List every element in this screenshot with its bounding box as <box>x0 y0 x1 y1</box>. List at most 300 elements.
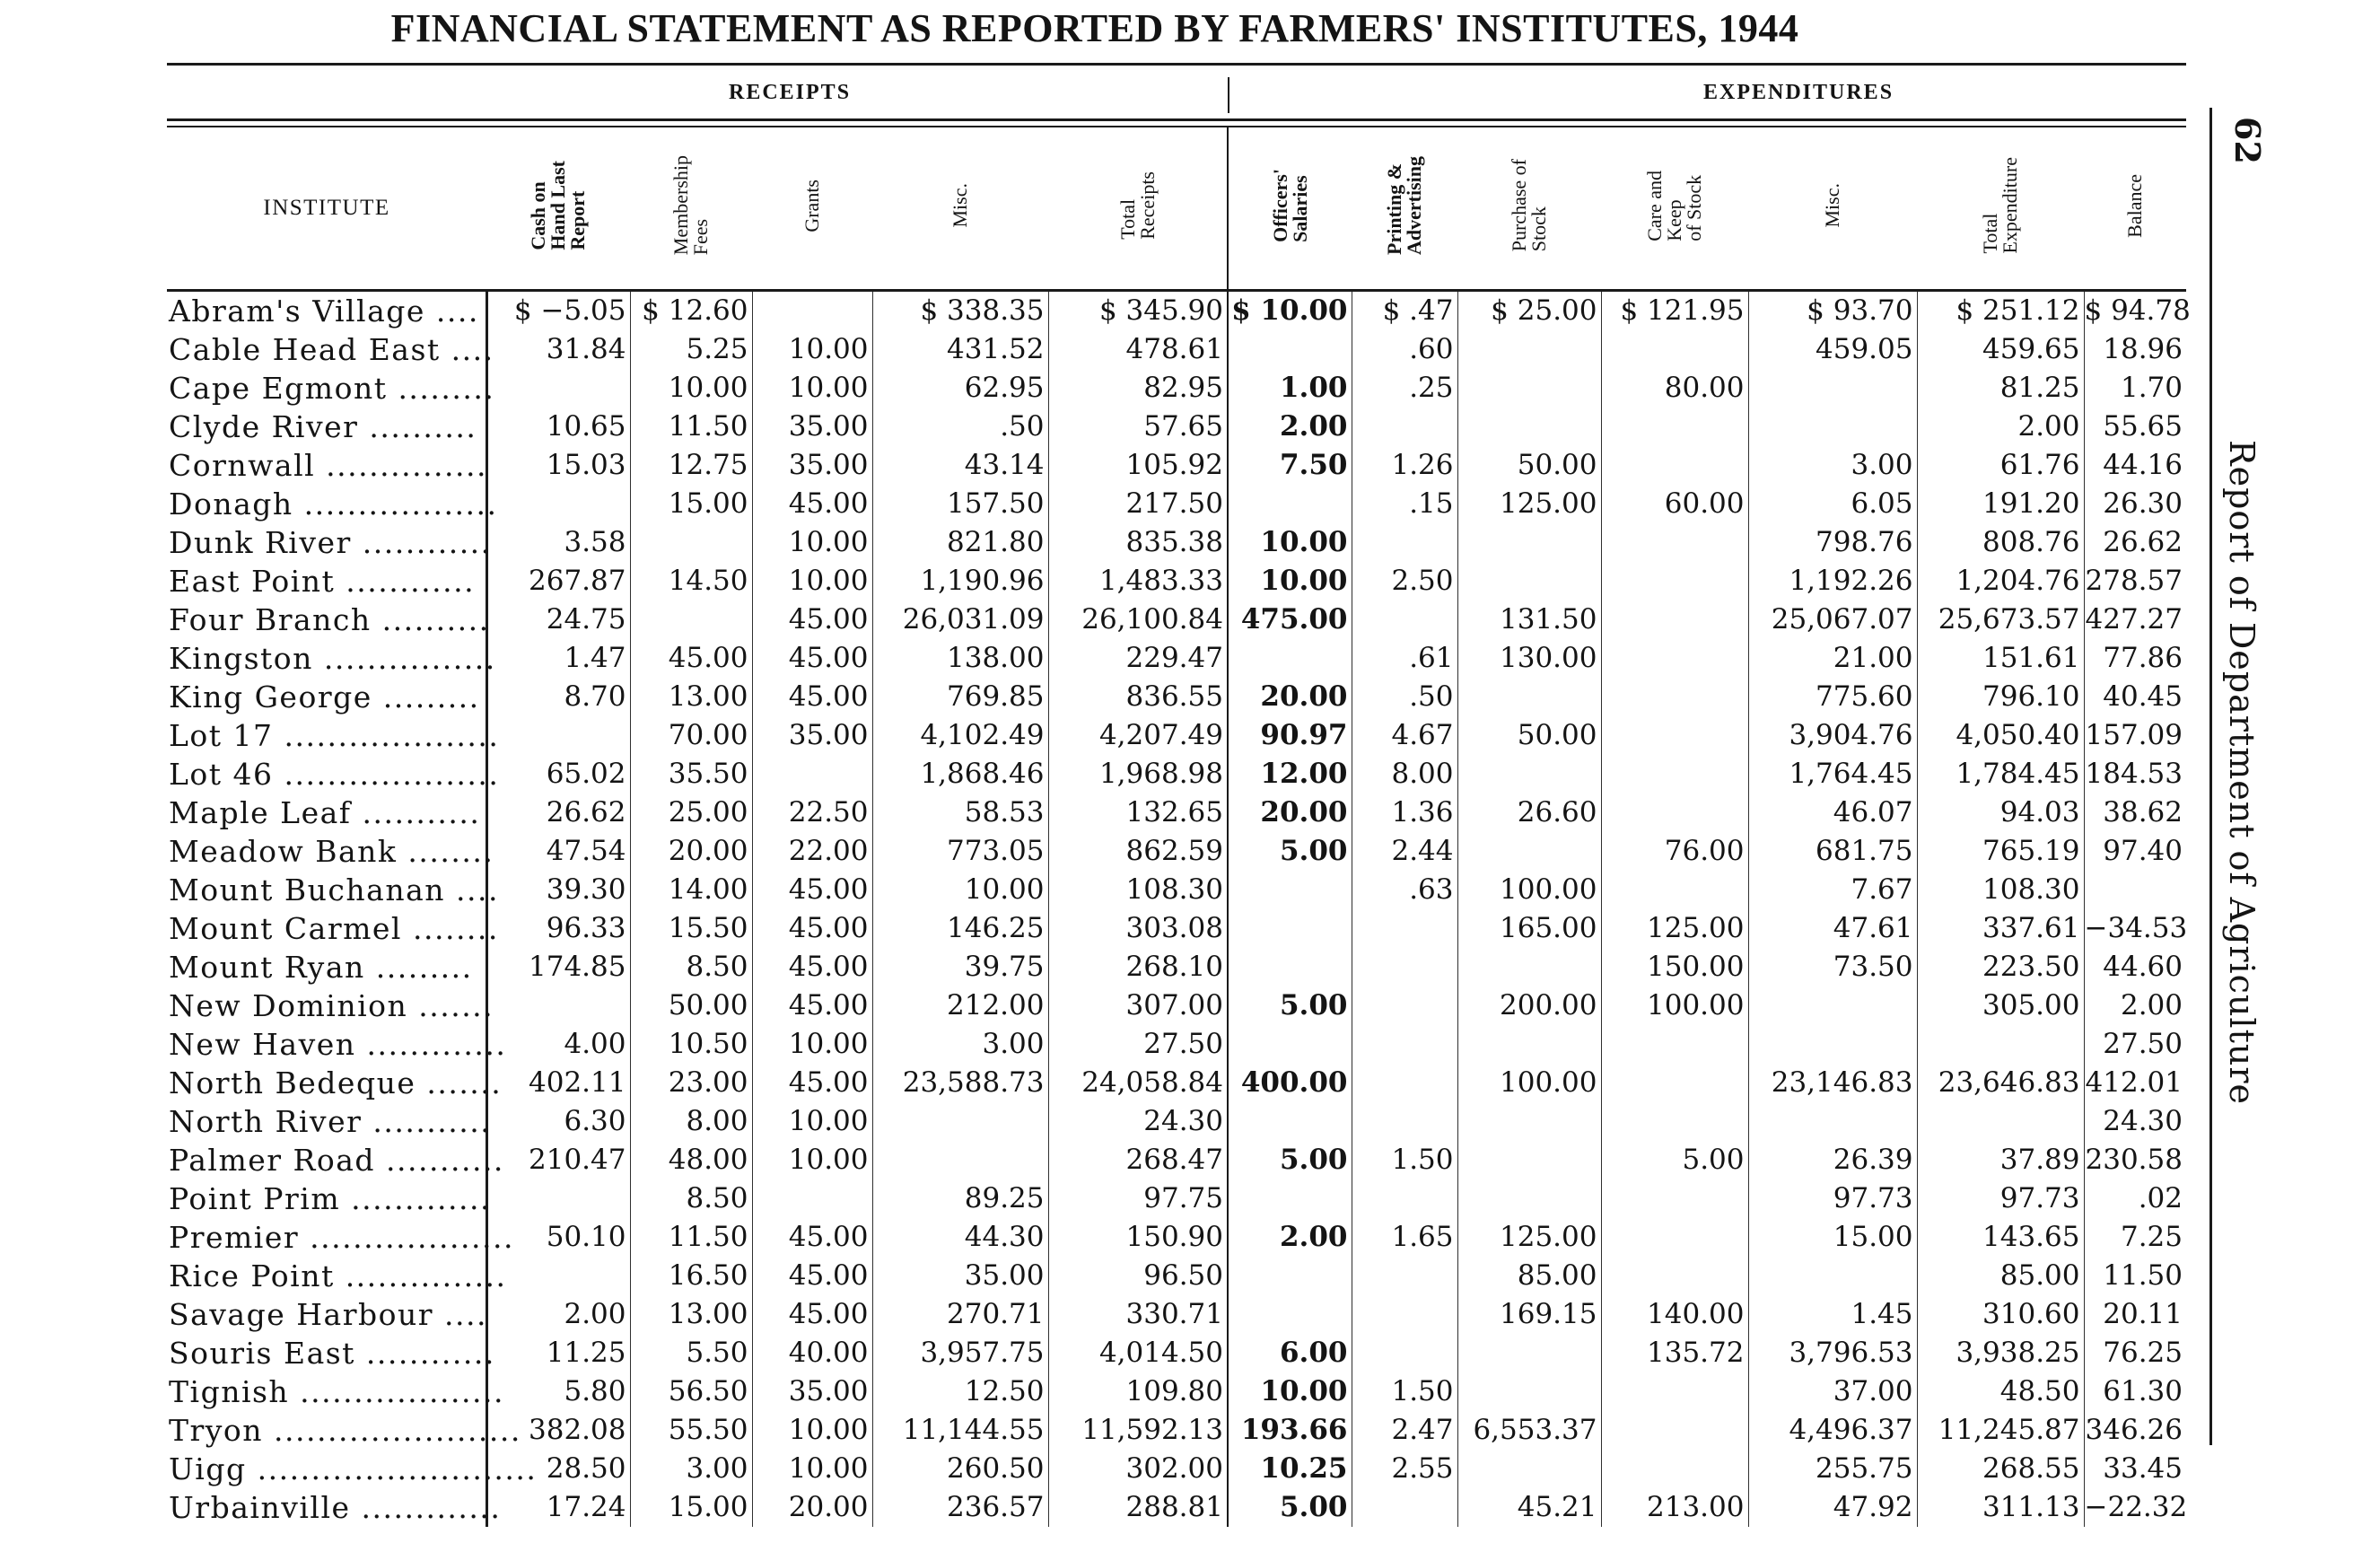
institute-name: King George ......... <box>169 679 480 715</box>
cash-on-hand-cell: 402.11 <box>486 1064 630 1102</box>
balance-cell: 61.30 <box>2084 1372 2186 1411</box>
misc-expenditure-cell: 775.60 <box>1748 678 1917 716</box>
membership-fees-cell: 11.50 <box>630 408 752 446</box>
membership-fees-cell: 16.50 <box>630 1257 752 1295</box>
total-receipts-cell: 96.50 <box>1048 1257 1228 1295</box>
membership-fees-cell: 10.50 <box>630 1025 752 1064</box>
institute-name: Rice Point ............... <box>169 1258 507 1293</box>
total-receipts-cell: 24,058.84 <box>1048 1064 1228 1102</box>
officers-salaries-cell: 5.00 <box>1228 1488 1352 1527</box>
purchase-of-stock-cell: 85.00 <box>1457 1257 1601 1295</box>
misc-expenditure-cell: 21.00 <box>1748 639 1917 678</box>
balance-cell: 26.30 <box>2084 485 2186 523</box>
col-cash-on-hand <box>486 127 630 291</box>
purchase-of-stock-cell: 165.00 <box>1457 909 1601 948</box>
officers-salaries-cell: 90.97 <box>1228 716 1352 755</box>
officers-salaries-cell <box>1228 871 1352 909</box>
table-row <box>167 639 2186 678</box>
cash-on-hand-cell: 5.80 <box>486 1372 630 1411</box>
col-grants-label: Grants <box>801 179 823 232</box>
misc-expenditure-cell: 37.00 <box>1748 1372 1917 1411</box>
table-row <box>167 1102 2186 1141</box>
institute-name: Maple Leaf ........... <box>169 795 481 830</box>
misc-receipts-cell: .50 <box>872 408 1048 446</box>
misc-expenditure-cell: 1.45 <box>1748 1295 1917 1334</box>
total-receipts-cell: 24.30 <box>1048 1102 1228 1141</box>
misc-expenditure-cell: 681.75 <box>1748 832 1917 871</box>
total-receipts-cell: 4,014.50 <box>1048 1334 1228 1372</box>
table-row <box>167 716 2186 755</box>
table-row <box>167 1218 2186 1257</box>
printing-advertising-cell <box>1352 1334 1457 1372</box>
care-keep-stock-cell <box>1601 562 1748 601</box>
misc-expenditure-cell: 798.76 <box>1748 523 1917 562</box>
membership-fees-cell: 10.00 <box>630 369 752 408</box>
officers-salaries-cell: 193.66 <box>1228 1411 1352 1450</box>
membership-fees-cell: 48.00 <box>630 1141 752 1179</box>
cash-on-hand-cell: 174.85 <box>486 948 630 986</box>
total-receipts-cell: 303.08 <box>1048 909 1228 948</box>
care-keep-stock-cell <box>1601 330 1748 369</box>
purchase-of-stock-cell: 169.15 <box>1457 1295 1601 1334</box>
misc-expenditure-cell: 47.61 <box>1748 909 1917 948</box>
total-receipts-cell: 57.65 <box>1048 408 1228 446</box>
total-receipts-cell: 268.10 <box>1048 948 1228 986</box>
table-row <box>167 986 2186 1025</box>
cash-on-hand-cell: 3.58 <box>486 523 630 562</box>
table-row <box>167 408 2186 446</box>
grants-cell: 45.00 <box>752 639 872 678</box>
misc-expenditure-cell: 6.05 <box>1748 485 1917 523</box>
total-expenditure-cell: 3,938.25 <box>1917 1334 2084 1372</box>
misc-receipts-cell: 212.00 <box>872 986 1048 1025</box>
total-expenditure-cell: 85.00 <box>1917 1257 2084 1295</box>
purchase-of-stock-cell <box>1457 523 1601 562</box>
grants-cell: 45.00 <box>752 1295 872 1334</box>
col-misc-receipts-label: Misc. <box>949 183 971 228</box>
total-expenditure-cell: 459.65 <box>1917 330 2084 369</box>
printing-advertising-cell <box>1352 408 1457 446</box>
cash-on-hand-cell: 28.50 <box>486 1450 630 1488</box>
cash-on-hand-cell: 65.02 <box>486 755 630 793</box>
purchase-of-stock-cell <box>1457 562 1601 601</box>
balance-cell: 230.58 <box>2084 1141 2186 1179</box>
total-expenditure-cell: 808.76 <box>1917 523 2084 562</box>
cash-on-hand-cell: 50.10 <box>486 1218 630 1257</box>
printing-advertising-cell: .50 <box>1352 678 1457 716</box>
institute-name: Tryon ....................... <box>169 1413 521 1448</box>
cash-on-hand-cell: 47.54 <box>486 832 630 871</box>
misc-expenditure-cell <box>1748 369 1917 408</box>
membership-fees-cell: 14.50 <box>630 562 752 601</box>
grants-cell: 45.00 <box>752 909 872 948</box>
membership-fees-cell <box>630 523 752 562</box>
balance-cell: 157.09 <box>2084 716 2186 755</box>
printing-advertising-cell <box>1352 601 1457 639</box>
officers-salaries-cell: 400.00 <box>1228 1064 1352 1102</box>
misc-receipts-cell: $ 338.35 <box>872 291 1048 331</box>
balance-cell: −22.32 <box>2084 1488 2186 1527</box>
misc-receipts-cell: 10.00 <box>872 871 1048 909</box>
grants-cell: 10.00 <box>752 562 872 601</box>
total-receipts-cell: 26,100.84 <box>1048 601 1228 639</box>
balance-cell: 18.96 <box>2084 330 2186 369</box>
title-rule <box>167 63 2186 66</box>
col-total-expenditure <box>1917 127 2084 291</box>
balance-cell: 55.65 <box>2084 408 2186 446</box>
care-keep-stock-cell: 150.00 <box>1601 948 1748 986</box>
misc-receipts-cell: 1,190.96 <box>872 562 1048 601</box>
printing-advertising-cell: 1.50 <box>1352 1141 1457 1179</box>
institute-name: Souris East ............ <box>169 1336 495 1371</box>
misc-receipts-cell: 26,031.09 <box>872 601 1048 639</box>
officers-salaries-cell <box>1228 1025 1352 1064</box>
cash-on-hand-cell: 31.84 <box>486 330 630 369</box>
misc-expenditure-cell: 3,904.76 <box>1748 716 1917 755</box>
care-keep-stock-cell <box>1601 755 1748 793</box>
officers-salaries-cell: 10.25 <box>1228 1450 1352 1488</box>
grants-cell: 45.00 <box>752 1218 872 1257</box>
purchase-of-stock-cell: 100.00 <box>1457 871 1601 909</box>
col-purchase-of-stock <box>1457 127 1601 291</box>
printing-advertising-cell: 2.47 <box>1352 1411 1457 1450</box>
cash-on-hand-cell: 10.65 <box>486 408 630 446</box>
misc-receipts-cell: 431.52 <box>872 330 1048 369</box>
col-printing-advertising <box>1352 127 1457 291</box>
total-expenditure-cell <box>1917 1102 2084 1141</box>
misc-receipts-cell <box>872 1141 1048 1179</box>
care-keep-stock-cell <box>1601 1025 1748 1064</box>
page-title: FINANCIAL STATEMENT AS REPORTED BY FARMERS' INSTITUTES, 1944 <box>390 6 1799 50</box>
misc-expenditure-cell: 46.07 <box>1748 793 1917 832</box>
table-row <box>167 1295 2186 1334</box>
total-expenditure-cell: 61.76 <box>1917 446 2084 485</box>
total-expenditure-cell: 223.50 <box>1917 948 2084 986</box>
membership-fees-cell: 8.50 <box>630 948 752 986</box>
officers-salaries-cell: 5.00 <box>1228 986 1352 1025</box>
officers-salaries-cell: 475.00 <box>1228 601 1352 639</box>
membership-fees-cell: 15.00 <box>630 1488 752 1527</box>
officers-salaries-cell <box>1228 909 1352 948</box>
misc-expenditure-cell <box>1748 408 1917 446</box>
total-receipts-cell: 27.50 <box>1048 1025 1228 1064</box>
cash-on-hand-cell: 267.87 <box>486 562 630 601</box>
balance-cell <box>2084 871 2186 909</box>
misc-expenditure-cell <box>1748 1257 1917 1295</box>
officers-salaries-cell: 2.00 <box>1228 408 1352 446</box>
total-receipts-cell: 217.50 <box>1048 485 1228 523</box>
misc-expenditure-cell: 23,146.83 <box>1748 1064 1917 1102</box>
care-keep-stock-cell: 140.00 <box>1601 1295 1748 1334</box>
table-row <box>167 755 2186 793</box>
printing-advertising-cell: 2.44 <box>1352 832 1457 871</box>
membership-fees-cell: 50.00 <box>630 986 752 1025</box>
misc-receipts-cell: 11,144.55 <box>872 1411 1048 1450</box>
misc-receipts-cell: 58.53 <box>872 793 1048 832</box>
receipts-group-label: RECEIPTS <box>729 81 852 104</box>
care-keep-stock-cell <box>1601 639 1748 678</box>
membership-fees-cell: 5.25 <box>630 330 752 369</box>
membership-fees-cell: 23.00 <box>630 1064 752 1102</box>
total-receipts-cell: 288.81 <box>1048 1488 1228 1527</box>
table-row <box>167 1372 2186 1411</box>
misc-expenditure-cell: 97.73 <box>1748 1179 1917 1218</box>
membership-fees-cell: 15.00 <box>630 485 752 523</box>
purchase-of-stock-cell <box>1457 832 1601 871</box>
purchase-of-stock-cell <box>1457 369 1601 408</box>
grants-cell: 35.00 <box>752 1372 872 1411</box>
care-keep-stock-cell <box>1601 1450 1748 1488</box>
col-total-expenditure-label: Total Expenditure <box>1979 157 2021 254</box>
misc-expenditure-cell: 1,764.45 <box>1748 755 1917 793</box>
care-keep-stock-cell: 60.00 <box>1601 485 1748 523</box>
total-expenditure-cell: $ 251.12 <box>1917 291 2084 331</box>
table-row <box>167 523 2186 562</box>
printing-advertising-cell <box>1352 948 1457 986</box>
printing-advertising-cell: 8.00 <box>1352 755 1457 793</box>
grants-cell: 10.00 <box>752 369 872 408</box>
printing-advertising-cell: .15 <box>1352 485 1457 523</box>
misc-expenditure-cell: 3.00 <box>1748 446 1917 485</box>
purchase-of-stock-cell: 26.60 <box>1457 793 1601 832</box>
printing-advertising-cell: .25 <box>1352 369 1457 408</box>
care-keep-stock-cell <box>1601 446 1748 485</box>
officers-salaries-cell <box>1228 485 1352 523</box>
printing-advertising-cell <box>1352 1257 1457 1295</box>
table-row <box>167 1179 2186 1218</box>
table-row <box>167 1064 2186 1102</box>
col-total-receipts <box>1048 127 1228 291</box>
grants-cell: 10.00 <box>752 1141 872 1179</box>
purchase-of-stock-cell: 131.50 <box>1457 601 1601 639</box>
total-receipts-cell: $ 345.90 <box>1048 291 1228 331</box>
institute-name: East Point ............ <box>169 564 476 599</box>
misc-receipts-cell: 146.25 <box>872 909 1048 948</box>
misc-expenditure-cell: 25,067.07 <box>1748 601 1917 639</box>
misc-expenditure-cell: 15.00 <box>1748 1218 1917 1257</box>
membership-fees-cell: 14.00 <box>630 871 752 909</box>
col-grants <box>752 127 872 291</box>
total-receipts-cell: 132.65 <box>1048 793 1228 832</box>
printing-advertising-cell: 1.65 <box>1352 1218 1457 1257</box>
total-expenditure-cell: 796.10 <box>1917 678 2084 716</box>
cash-on-hand-cell: $ −5.05 <box>486 291 630 331</box>
grants-cell: 10.00 <box>752 1450 872 1488</box>
officers-salaries-cell <box>1228 1102 1352 1141</box>
membership-fees-cell: 5.50 <box>630 1334 752 1372</box>
grants-cell <box>752 755 872 793</box>
purchase-of-stock-cell: 6,553.37 <box>1457 1411 1601 1450</box>
table-row <box>167 291 2186 331</box>
institute-name: Point Prim ............. <box>169 1181 491 1216</box>
grants-cell: 10.00 <box>752 1025 872 1064</box>
purchase-of-stock-cell <box>1457 755 1601 793</box>
col-misc-expenditure-label: Misc. <box>1821 183 1843 228</box>
officers-salaries-cell: 1.00 <box>1228 369 1352 408</box>
col-printing-advertising-label: Printing & Advertising <box>1383 156 1425 255</box>
cash-on-hand-cell: 96.33 <box>486 909 630 948</box>
purchase-of-stock-cell <box>1457 1102 1601 1141</box>
misc-receipts-cell: 12.50 <box>872 1372 1048 1411</box>
misc-receipts-cell: 236.57 <box>872 1488 1048 1527</box>
cash-on-hand-cell: 15.03 <box>486 446 630 485</box>
membership-fees-cell: 15.50 <box>630 909 752 948</box>
table-row <box>167 330 2186 369</box>
total-receipts-cell: 4,207.49 <box>1048 716 1228 755</box>
purchase-of-stock-cell <box>1457 408 1601 446</box>
purchase-of-stock-cell: 100.00 <box>1457 1064 1601 1102</box>
balance-cell: −34.53 <box>2084 909 2186 948</box>
total-expenditure-cell: 268.55 <box>1917 1450 2084 1488</box>
total-expenditure-cell: 1,204.76 <box>1917 562 2084 601</box>
officers-salaries-cell: 10.00 <box>1228 523 1352 562</box>
care-keep-stock-cell <box>1601 1064 1748 1102</box>
header-row <box>167 127 2186 291</box>
grants-cell: 45.00 <box>752 1064 872 1102</box>
side-rule <box>2209 108 2212 1445</box>
misc-receipts-cell: 3,957.75 <box>872 1334 1048 1372</box>
membership-fees-cell: $ 12.60 <box>630 291 752 331</box>
balance-cell: 38.62 <box>2084 793 2186 832</box>
grants-cell: 20.00 <box>752 1488 872 1527</box>
printing-advertising-cell <box>1352 1295 1457 1334</box>
institute-name: North Bedeque ....... <box>169 1065 503 1100</box>
misc-expenditure-cell <box>1748 1025 1917 1064</box>
printing-advertising-cell <box>1352 986 1457 1025</box>
institute-name: Palmer Road ........... <box>169 1143 504 1178</box>
officers-salaries-cell <box>1228 1295 1352 1334</box>
printing-advertising-cell <box>1352 1488 1457 1527</box>
printing-advertising-cell <box>1352 909 1457 948</box>
balance-cell: 412.01 <box>2084 1064 2186 1102</box>
balance-cell: 40.45 <box>2084 678 2186 716</box>
misc-expenditure-cell: 4,496.37 <box>1748 1411 1917 1450</box>
care-keep-stock-cell <box>1601 871 1748 909</box>
grants-cell: 45.00 <box>752 678 872 716</box>
table-row <box>167 1025 2186 1064</box>
total-expenditure-cell: 2.00 <box>1917 408 2084 446</box>
cash-on-hand-cell: 26.62 <box>486 793 630 832</box>
printing-advertising-cell <box>1352 1102 1457 1141</box>
misc-expenditure-cell <box>1748 986 1917 1025</box>
total-receipts-cell: 82.95 <box>1048 369 1228 408</box>
misc-expenditure-cell: 255.75 <box>1748 1450 1917 1488</box>
total-expenditure-cell: 765.19 <box>1917 832 2084 871</box>
total-receipts-cell: 307.00 <box>1048 986 1228 1025</box>
purchase-of-stock-cell <box>1457 1025 1601 1064</box>
institute-name: Mount Ryan ......... <box>169 950 473 985</box>
institute-name: Lot 17 .................... <box>169 718 500 753</box>
total-expenditure-cell <box>1917 1025 2084 1064</box>
officers-salaries-cell: 6.00 <box>1228 1334 1352 1372</box>
institute-name: Cornwall ............... <box>169 448 488 483</box>
col-care-keep-stock <box>1601 127 1748 291</box>
officers-salaries-cell: 10.00 <box>1228 562 1352 601</box>
balance-cell: 26.62 <box>2084 523 2186 562</box>
cash-on-hand-cell: 4.00 <box>486 1025 630 1064</box>
institute-name: Clyde River .......... <box>169 409 477 444</box>
membership-fees-cell: 8.50 <box>630 1179 752 1218</box>
col-care-keep-stock-label: Care and Keep of Stock <box>1643 170 1705 241</box>
membership-fees-cell: 13.00 <box>630 678 752 716</box>
cash-on-hand-cell: 39.30 <box>486 871 630 909</box>
institute-name: Urbainville ............. <box>169 1490 502 1525</box>
officers-salaries-cell <box>1228 948 1352 986</box>
balance-cell: 76.25 <box>2084 1334 2186 1372</box>
institute-name: Donagh .................. <box>169 487 498 522</box>
misc-receipts-cell: 62.95 <box>872 369 1048 408</box>
grants-cell: 45.00 <box>752 1257 872 1295</box>
header-rule-top <box>167 118 2186 121</box>
grants-cell: 10.00 <box>752 523 872 562</box>
care-keep-stock-cell: 100.00 <box>1601 986 1748 1025</box>
grants-cell: 10.00 <box>752 1411 872 1450</box>
purchase-of-stock-cell <box>1457 1334 1601 1372</box>
institute-name: Savage Harbour .... <box>169 1297 487 1332</box>
table-row <box>167 1141 2186 1179</box>
care-keep-stock-cell: 125.00 <box>1601 909 1748 948</box>
purchase-of-stock-cell: 125.00 <box>1457 485 1601 523</box>
purchase-of-stock-cell: 200.00 <box>1457 986 1601 1025</box>
care-keep-stock-cell: 135.72 <box>1601 1334 1748 1372</box>
table-row <box>167 793 2186 832</box>
total-expenditure-cell: 94.03 <box>1917 793 2084 832</box>
membership-fees-cell: 13.00 <box>630 1295 752 1334</box>
total-receipts-cell: 150.90 <box>1048 1218 1228 1257</box>
care-keep-stock-cell <box>1601 1372 1748 1411</box>
misc-receipts-cell: 3.00 <box>872 1025 1048 1064</box>
balance-cell: 184.53 <box>2084 755 2186 793</box>
misc-expenditure-cell: 47.92 <box>1748 1488 1917 1527</box>
institute-name: Four Branch .......... <box>169 602 490 637</box>
officers-salaries-cell: 20.00 <box>1228 678 1352 716</box>
misc-receipts-cell: 89.25 <box>872 1179 1048 1218</box>
misc-expenditure-cell: 73.50 <box>1748 948 1917 986</box>
grants-cell: 10.00 <box>752 1102 872 1141</box>
misc-expenditure-cell: 3,796.53 <box>1748 1334 1917 1372</box>
col-total-receipts-label: Total Receipts <box>1116 171 1159 240</box>
purchase-of-stock-cell: 125.00 <box>1457 1218 1601 1257</box>
misc-receipts-cell: 23,588.73 <box>872 1064 1048 1102</box>
printing-advertising-cell: 1.36 <box>1352 793 1457 832</box>
officers-salaries-cell <box>1228 330 1352 369</box>
cash-on-hand-cell: 210.47 <box>486 1141 630 1179</box>
cash-on-hand-cell: 6.30 <box>486 1102 630 1141</box>
officers-salaries-cell: 2.00 <box>1228 1218 1352 1257</box>
care-keep-stock-cell: 213.00 <box>1601 1488 1748 1527</box>
institute-name: Tignish ................... <box>169 1374 504 1409</box>
total-expenditure-cell: 305.00 <box>1917 986 2084 1025</box>
total-expenditure-cell: 151.61 <box>1917 639 2084 678</box>
balance-cell: 427.27 <box>2084 601 2186 639</box>
misc-expenditure-cell <box>1748 1102 1917 1141</box>
grants-cell: 45.00 <box>752 871 872 909</box>
col-balance <box>2084 127 2186 291</box>
printing-advertising-cell <box>1352 1064 1457 1102</box>
printing-advertising-cell: .61 <box>1352 639 1457 678</box>
officers-salaries-cell: 10.00 <box>1228 1372 1352 1411</box>
cash-on-hand-cell <box>486 369 630 408</box>
balance-cell: 44.16 <box>2084 446 2186 485</box>
care-keep-stock-cell <box>1601 1179 1748 1218</box>
table-row <box>167 1450 2186 1488</box>
officers-salaries-cell <box>1228 1257 1352 1295</box>
table-row <box>167 1257 2186 1295</box>
care-keep-stock-cell: 76.00 <box>1601 832 1748 871</box>
balance-cell: 1.70 <box>2084 369 2186 408</box>
total-receipts-cell: 109.80 <box>1048 1372 1228 1411</box>
balance-cell: 2.00 <box>2084 986 2186 1025</box>
